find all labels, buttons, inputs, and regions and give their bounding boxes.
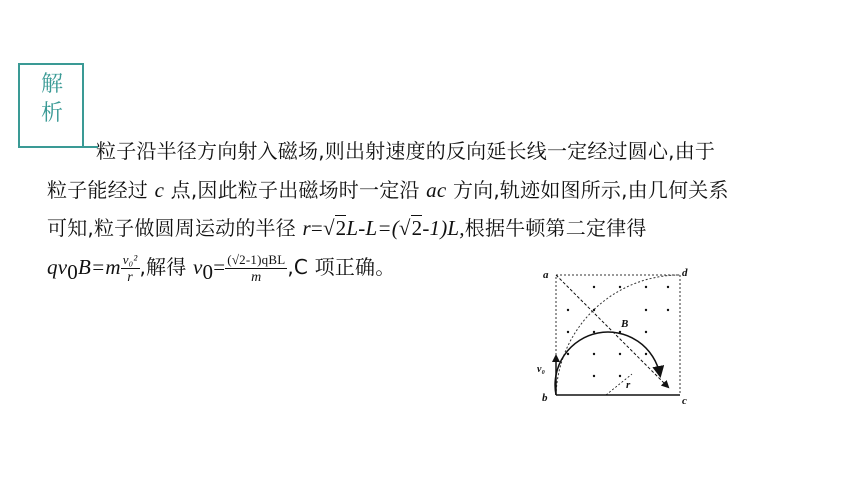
- fraction-result-denominator: m: [251, 269, 262, 285]
- line4-text-end: ,C 项正确。: [287, 255, 396, 279]
- v0-arrowhead: [552, 354, 560, 362]
- sqrt-argument: 2: [335, 216, 347, 240]
- line3-text-a: 可知,粒子做圆周运动的半径: [47, 216, 303, 240]
- solution-line-1: [96, 135, 715, 164]
- point-a-label: a: [543, 269, 549, 281]
- solution-line-2: [47, 174, 729, 203]
- magnetic-field-diagram: [528, 262, 708, 412]
- diagonal-ac: [556, 275, 668, 387]
- equals-sign-2: =: [213, 255, 226, 279]
- analysis-tag-underline: [18, 146, 98, 148]
- line2-text-d: 方向,轨迹如图所示,由几何关系: [446, 178, 729, 202]
- subscript-0-b: 0: [202, 260, 214, 284]
- line3-text-b: 根据牛顿第二定律得: [464, 216, 647, 240]
- fraction-denominator: r: [127, 269, 133, 285]
- point-c-label: c: [154, 178, 165, 202]
- b-eq-m-symbol: B=m: [77, 255, 121, 279]
- subscript-0: 0: [67, 260, 78, 284]
- fraction-result-numerator: (√2-1)qBL: [227, 251, 286, 267]
- line3-formula-end: -1)L,: [422, 216, 465, 240]
- point-b-label: b: [542, 392, 548, 404]
- v-symbol: v: [193, 255, 203, 279]
- solution-line-4: [47, 250, 395, 289]
- line3-formula-mid: L-L=(: [346, 216, 399, 240]
- line4-text-jiede: ,解得: [139, 255, 194, 279]
- line2-text-a: 粒子能经过: [47, 178, 155, 202]
- radius-r-symbol: r: [302, 216, 311, 240]
- fraction-result: [225, 252, 287, 286]
- velocity-v0-label: v₀: [537, 364, 545, 375]
- solution-line-1-text: 粒子沿半径方向射入磁场,则出射速度的反向延长线一定经过圆心,由于: [96, 139, 716, 163]
- fraction-v0sq-over-r: [121, 252, 140, 286]
- field-b-label: B: [621, 318, 629, 330]
- point-c-label-diagram: c: [682, 395, 687, 407]
- qv-symbol: qv: [47, 255, 68, 279]
- equals-sign: =: [310, 216, 323, 240]
- sqrt-argument-2: 2: [411, 216, 423, 240]
- analysis-tag-label: 解析: [40, 72, 63, 126]
- solution-line-3: 可知,粒子做圆周运动的半径 r=√2L-L=(√2-1)L,根据牛顿第二定律得: [47, 216, 647, 240]
- fraction-numerator: v₀²: [122, 251, 138, 267]
- sqrt-sign: √: [322, 216, 335, 240]
- direction-ac-label: ac: [426, 178, 447, 202]
- line2-text-b: 点,因此粒子出磁场时一定沿: [164, 178, 427, 202]
- field-dots: [567, 286, 669, 377]
- radius-r-label: r: [626, 379, 631, 391]
- point-d-label: d: [682, 267, 688, 279]
